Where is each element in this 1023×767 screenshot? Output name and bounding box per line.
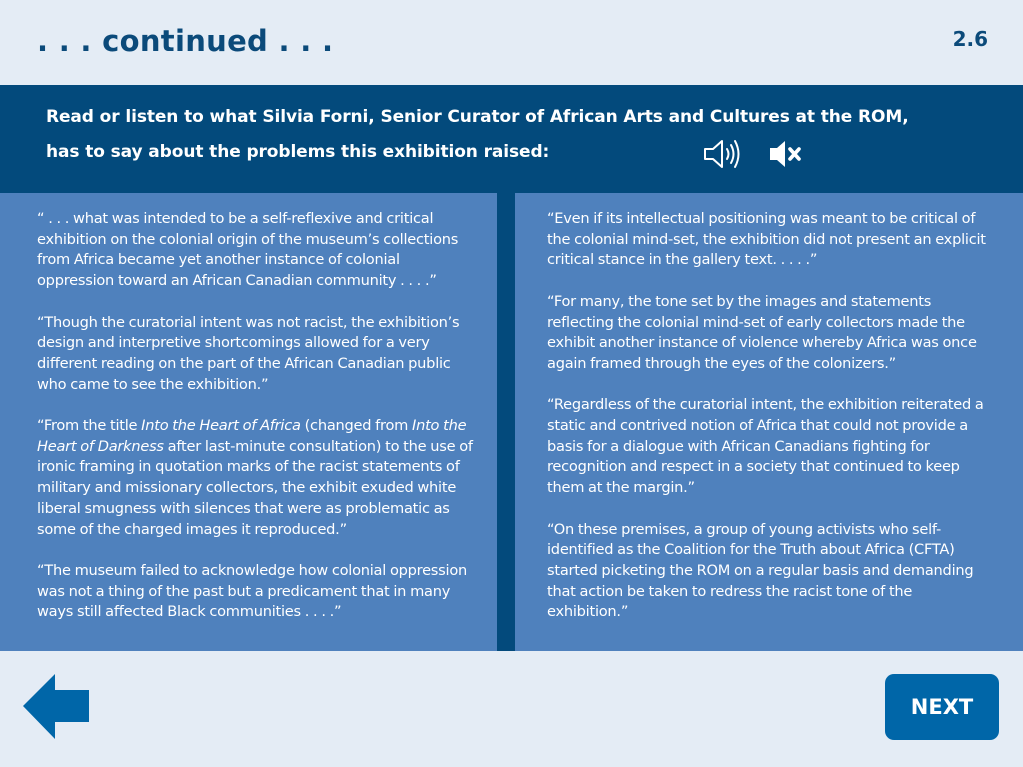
quote-title-italic: Into the Heart of Darkness [37,417,467,455]
quote-paragraph [547,520,995,624]
quote-text: “Regardless of the curatorial intent, the exhibition reiterated a static and contrived notion of Africa that could not provide a basis for a dialogue with African Canadians fighting for recognition and respect in a society that continued to keep them at the margin.” [547,396,984,497]
quote-paragraph [37,209,477,292]
speaker-mute-icon [766,137,810,171]
arrow-left-icon [22,673,90,741]
page-footer [0,651,1023,767]
instruction-band [0,85,1023,193]
quote-text: “The museum failed to acknowledge how colonial oppression was not a thing of the past but a predicament that in many ways still affected Black communities . . . .” [37,561,467,621]
quotes-right-column [515,193,1023,651]
play-audio-button[interactable] [702,137,746,171]
page-title: . . . continued . . . [37,24,334,58]
back-button[interactable] [22,673,90,741]
quotes-left-column [0,193,497,651]
mute-audio-button[interactable] [766,137,810,171]
quote-title-italic: Into the Heart of Africa [141,417,301,434]
quote-text: “From the title [37,417,142,434]
quote-paragraph [37,416,477,540]
quote-text: “On these premises, a group of young activists who self-identified as the Coalition for the Truth about Africa (CFTA) started picketing the ROM on a regular basis and demanding that action be taken to redress the racist tone of the exhibition.” [547,520,974,621]
quote-text: “For many, the tone set by the images and statements reflecting the colonial mind-set of early collectors made the exhibit another instance of violence whereby Africa was once again framed through the eyes of the colonizers.” [547,292,977,372]
quote-paragraph [37,313,477,396]
page-number: 2.6 [952,27,988,51]
quote-text: “ . . . what was intended to be a self-reflexive and critical exhibition on the colonial origin of the museum’s collections from Africa became yet another instance of colonial oppression toward an African Canadian community . . . .” [37,210,459,290]
quote-paragraph [547,395,995,499]
quote-paragraph [547,292,995,375]
quote-paragraph [547,209,995,271]
instruction-line-1: Read or listen to what Silvia Forni, Senior Curator of African Arts and Cultures at the ROM, [46,107,909,127]
quote-text: “Though the curatorial intent was not racist, the exhibition’s design and interpretive shortcomings allowed for a very different reading on the part of the African Canadian public who came to see the exhibition.” [37,313,460,393]
next-button[interactable]: NEXT [885,674,999,740]
speaker-sound-icon [702,137,746,171]
quote-text: “Even if its intellectual positioning was meant to be critical of the colonial mind-set, the exhibition did not present an explicit critical stance in the gallery text. . . . .” [547,210,986,269]
quote-paragraph [37,561,477,623]
quote-text: (changed from [300,417,413,434]
quote-text: after last-minute consultation) to the use of ironic framing in quotation marks of the racist statements of military and missionary collectors, the exhibit exuded white liberal smugness with silences that were as problematic as some of the charged images it reproduced.” [37,437,473,538]
page-header [0,0,1023,85]
instruction-line-2: has to say about the problems this exhibition raised: [46,142,550,162]
quotes-section [0,193,1023,651]
